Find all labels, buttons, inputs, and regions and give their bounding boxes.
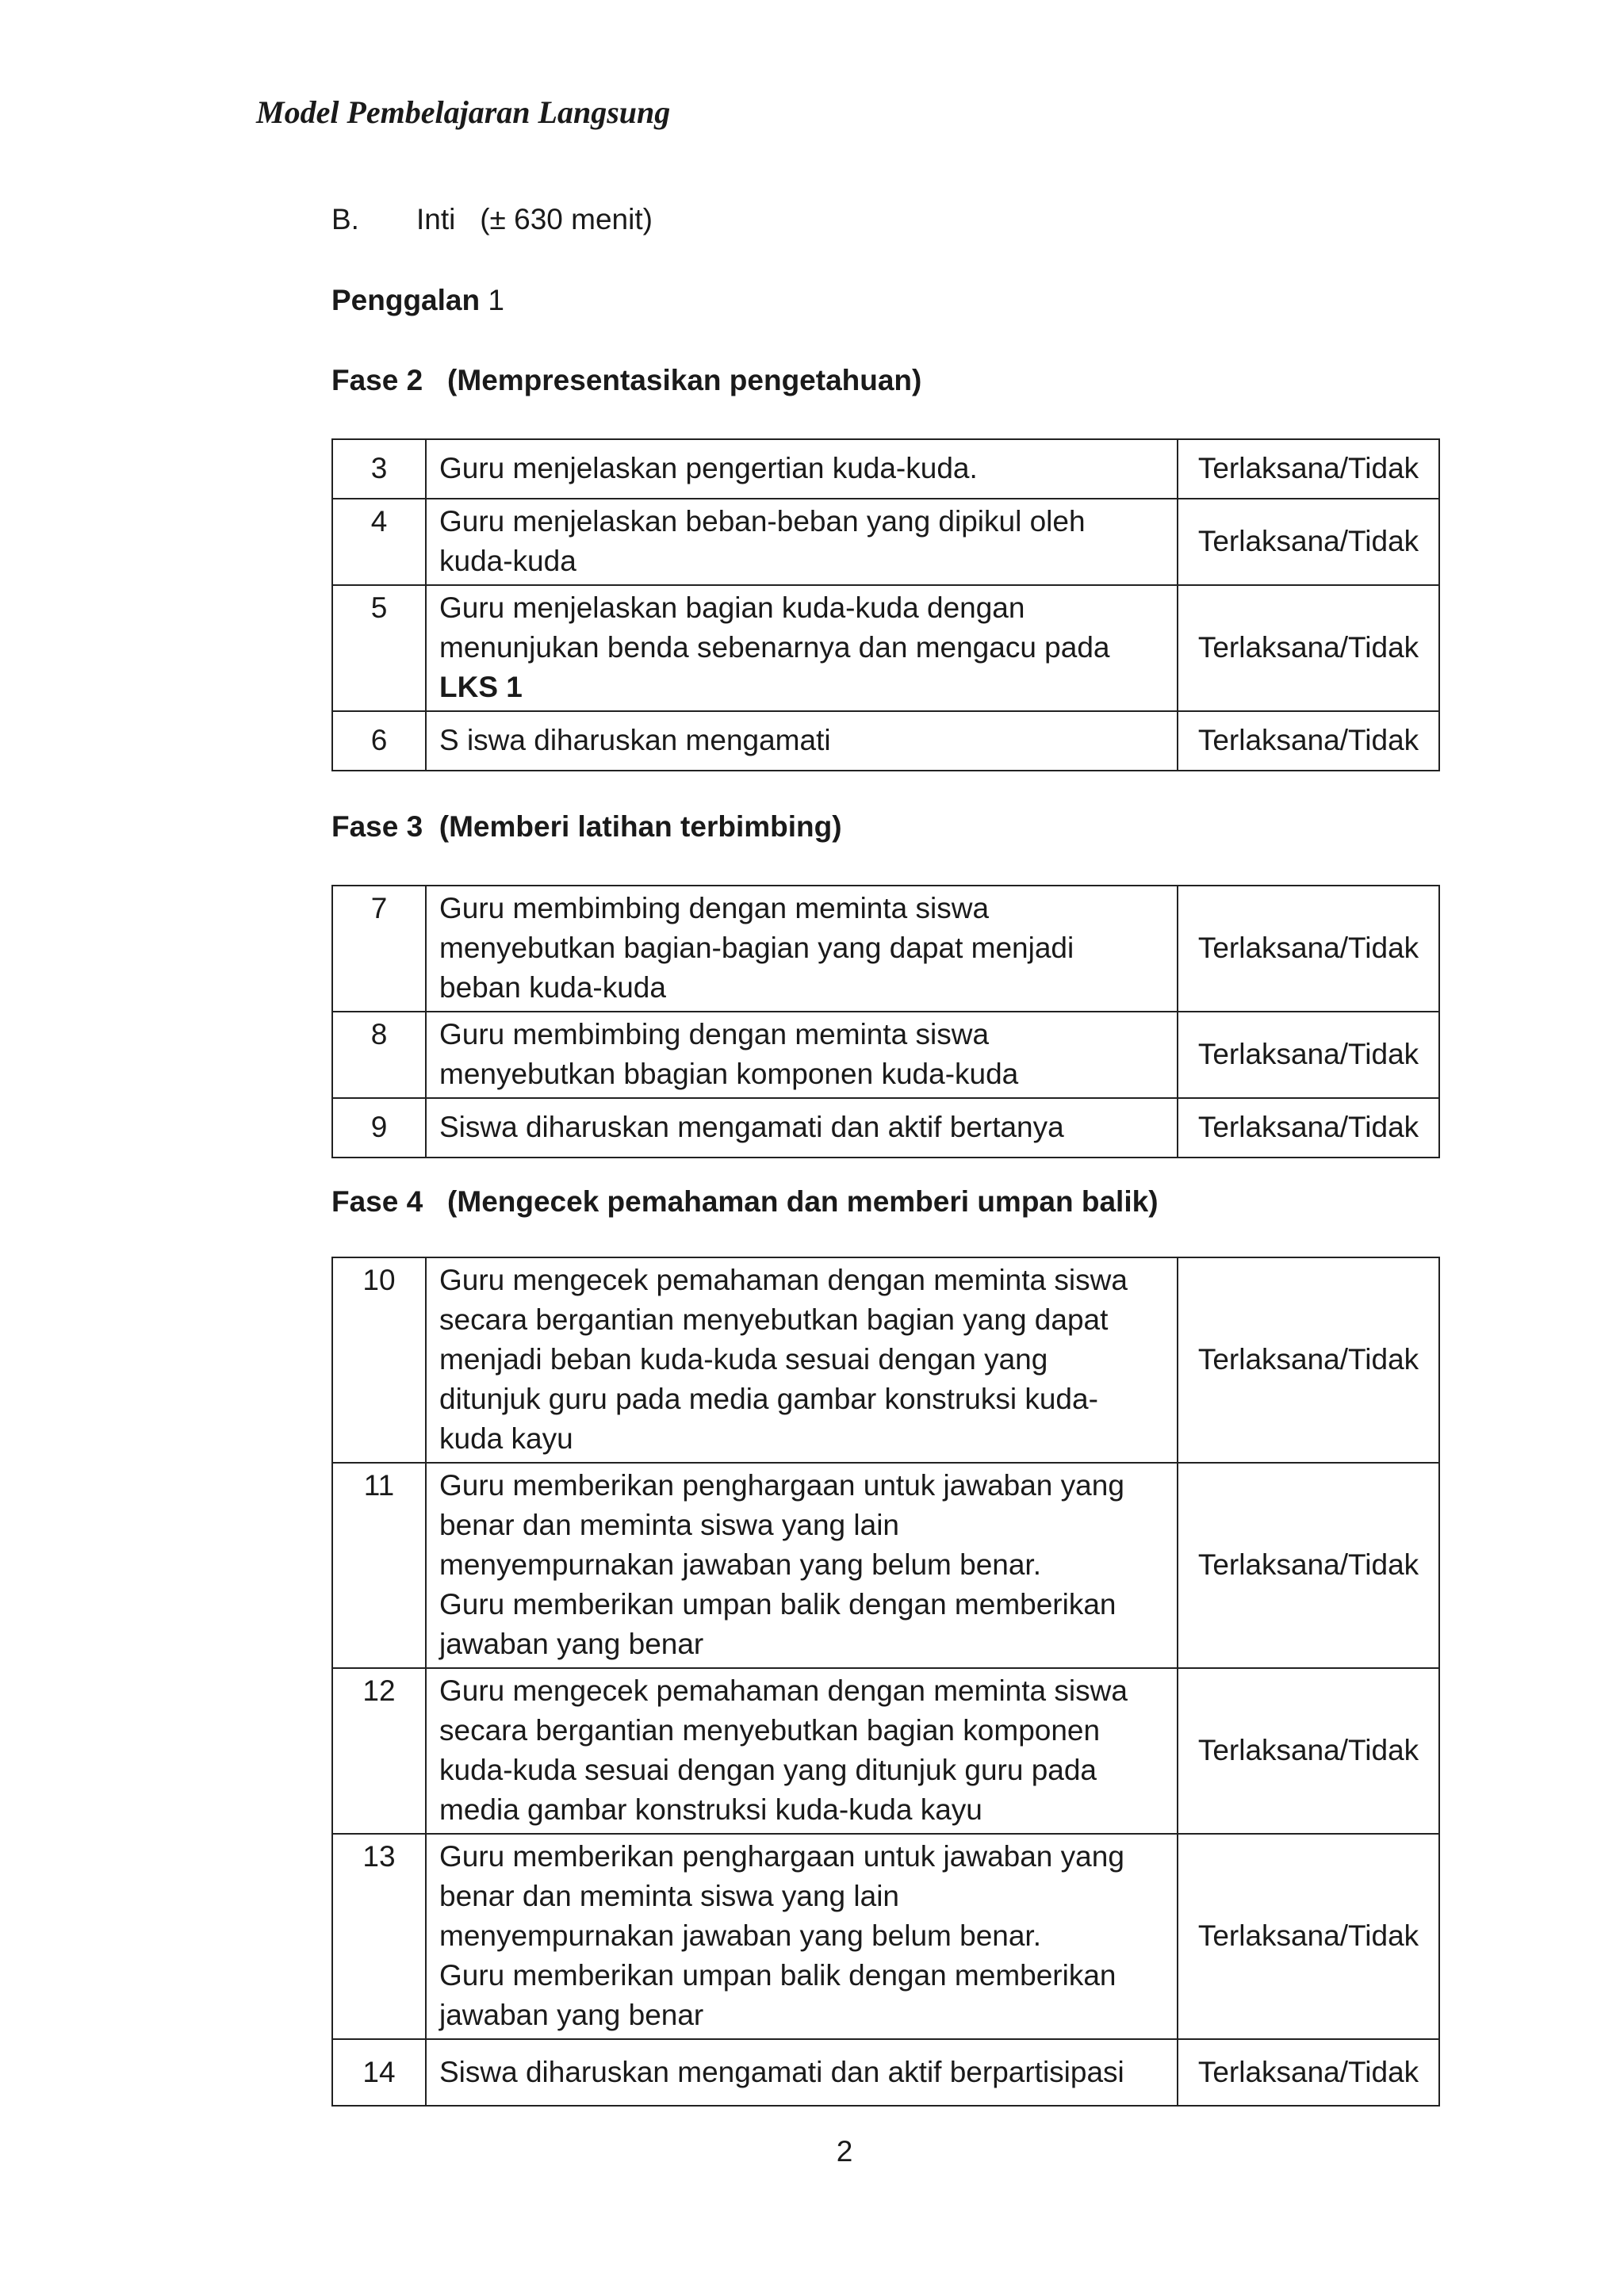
activity-line: menjadi beban kuda-kuda sesuai dengan yang xyxy=(439,1343,1048,1376)
activity-line: menyempurnakan jawaban yang belum benar. xyxy=(439,1548,1041,1581)
row-number: 14 xyxy=(332,2039,426,2106)
activity-line: Guru menjelaskan pengertian kuda-kuda. xyxy=(439,452,978,484)
table-row xyxy=(332,1257,1439,1463)
table-row xyxy=(332,886,1439,1012)
section-heading xyxy=(331,205,653,234)
table-row xyxy=(332,1012,1439,1098)
phase-2-table xyxy=(331,438,1440,771)
phase-3-label: Fase 3 xyxy=(331,810,423,843)
activity-line: secara bergantian menyebutkan bagian yang dapat xyxy=(439,1303,1109,1336)
activity-bold-reference: LKS 1 xyxy=(439,671,523,703)
row-status: Terlaksana/Tidak xyxy=(1178,1463,1439,1668)
row-number: 8 xyxy=(332,1012,426,1098)
activity-line: kuda-kuda xyxy=(439,545,576,577)
activity-line: Siswa diharuskan mengamati dan aktif bertanya xyxy=(439,1111,1064,1143)
row-status: Terlaksana/Tidak xyxy=(1178,2039,1439,2106)
activity-line: S iswa diharuskan mengamati xyxy=(439,724,831,756)
row-activity xyxy=(426,1463,1178,1668)
activity-line: Guru menjelaskan beban-beban yang dipikul oleh xyxy=(439,505,1086,538)
activity-line: Guru memberikan umpan balik dengan memberikan xyxy=(439,1959,1116,1992)
activity-line: benar dan meminta siswa yang lain xyxy=(439,1509,899,1541)
row-number: 11 xyxy=(332,1463,426,1668)
phase-3-table xyxy=(331,885,1440,1158)
row-number: 13 xyxy=(332,1834,426,2039)
row-activity xyxy=(426,499,1178,585)
row-number: 9 xyxy=(332,1098,426,1158)
segment-heading xyxy=(331,285,504,315)
row-status: Terlaksana/Tidak xyxy=(1178,1257,1439,1463)
row-number: 10 xyxy=(332,1257,426,1463)
table-row xyxy=(332,439,1439,499)
activity-line: ditunjuk guru pada media gambar konstruksi kuda- xyxy=(439,1383,1098,1415)
activity-line: media gambar konstruksi kuda-kuda kayu xyxy=(439,1793,982,1826)
row-status: Terlaksana/Tidak xyxy=(1178,439,1439,499)
activity-line: Guru memberikan penghargaan untuk jawaban yang xyxy=(439,1469,1124,1502)
table-row xyxy=(332,711,1439,771)
phase-4-title: (Mengecek pemahaman dan memberi umpan balik) xyxy=(447,1185,1159,1218)
activity-line: Guru memberikan umpan balik dengan memberikan xyxy=(439,1588,1116,1621)
phase-2-heading xyxy=(331,365,921,395)
row-activity xyxy=(426,2039,1178,2106)
row-activity xyxy=(426,1834,1178,2039)
table-row xyxy=(332,1668,1439,1834)
activity-line: benar dan meminta siswa yang lain xyxy=(439,1880,899,1912)
activity-line: jawaban yang benar xyxy=(439,1628,704,1660)
segment-number: 1 xyxy=(488,284,504,316)
row-number: 5 xyxy=(332,585,426,711)
row-status: Terlaksana/Tidak xyxy=(1178,886,1439,1012)
section-letter: B. xyxy=(331,203,359,235)
document-header: Model Pembelajaran Langsung xyxy=(256,94,671,130)
activity-line: menyempurnakan jawaban yang belum benar. xyxy=(439,1919,1041,1952)
phase-2-title: (Mempresentasikan pengetahuan) xyxy=(447,364,922,396)
row-status: Terlaksana/Tidak xyxy=(1178,1012,1439,1098)
activity-line: Guru membimbing dengan meminta siswa xyxy=(439,892,990,924)
table-row xyxy=(332,2039,1439,2106)
activity-line: menyebutkan bagian-bagian yang dapat menjadi xyxy=(439,932,1074,964)
section-label: Inti xyxy=(416,203,456,235)
segment-label: Penggalan xyxy=(331,284,481,316)
row-number: 4 xyxy=(332,499,426,585)
row-activity xyxy=(426,1012,1178,1098)
table-row xyxy=(332,1834,1439,2039)
row-activity xyxy=(426,1257,1178,1463)
row-activity xyxy=(426,1668,1178,1834)
row-status: Terlaksana/Tidak xyxy=(1178,711,1439,771)
phase-4-table xyxy=(331,1257,1440,2107)
phase-4-label: Fase 4 xyxy=(331,1185,423,1218)
row-activity xyxy=(426,886,1178,1012)
activity-line: Guru membimbing dengan meminta siswa xyxy=(439,1018,990,1050)
activity-line: Guru memberikan penghargaan untuk jawaban yang xyxy=(439,1840,1124,1873)
activity-line: menunjukan benda sebenarnya dan mengacu pada xyxy=(439,631,1110,664)
activity-line: kuda kayu xyxy=(439,1422,573,1455)
activity-line: jawaban yang benar xyxy=(439,1999,704,2031)
table-row xyxy=(332,585,1439,711)
activity-line: beban kuda-kuda xyxy=(439,971,666,1004)
activity-line: secara bergantian menyebutkan bagian komponen xyxy=(439,1714,1101,1747)
activity-line: Guru mengecek pemahaman dengan meminta siswa xyxy=(439,1674,1128,1707)
activity-line: Guru menjelaskan bagian kuda-kuda dengan xyxy=(439,591,1025,624)
row-activity xyxy=(426,585,1178,711)
row-activity xyxy=(426,711,1178,771)
row-activity xyxy=(426,1098,1178,1158)
activity-line: Siswa diharuskan mengamati dan aktif berpartisipasi xyxy=(439,2055,1124,2088)
row-number: 6 xyxy=(332,711,426,771)
row-status: Terlaksana/Tidak xyxy=(1178,1668,1439,1834)
activity-line: kuda-kuda sesuai dengan yang ditunjuk guru pada xyxy=(439,1754,1097,1786)
activity-line: menyebutkan bbagian komponen kuda-kuda xyxy=(439,1058,1019,1090)
phase-3-heading xyxy=(331,812,842,841)
table-row xyxy=(332,1098,1439,1158)
table-row xyxy=(332,499,1439,585)
row-status: Terlaksana/Tidak xyxy=(1178,585,1439,711)
phase-4-heading xyxy=(331,1187,1159,1216)
section-duration: (± 630 menit) xyxy=(480,203,653,235)
row-activity xyxy=(426,439,1178,499)
row-number: 7 xyxy=(332,886,426,1012)
activity-line: Guru mengecek pemahaman dengan meminta siswa xyxy=(439,1264,1128,1296)
row-number: 12 xyxy=(332,1668,426,1834)
row-status: Terlaksana/Tidak xyxy=(1178,1098,1439,1158)
phase-3-title: (Memberi latihan terbimbing) xyxy=(439,810,842,843)
table-row xyxy=(332,1463,1439,1668)
row-number: 3 xyxy=(332,439,426,499)
phase-2-label: Fase 2 xyxy=(331,364,423,396)
row-status: Terlaksana/Tidak xyxy=(1178,499,1439,585)
page-number: 2 xyxy=(836,2135,853,2168)
row-status: Terlaksana/Tidak xyxy=(1178,1834,1439,2039)
